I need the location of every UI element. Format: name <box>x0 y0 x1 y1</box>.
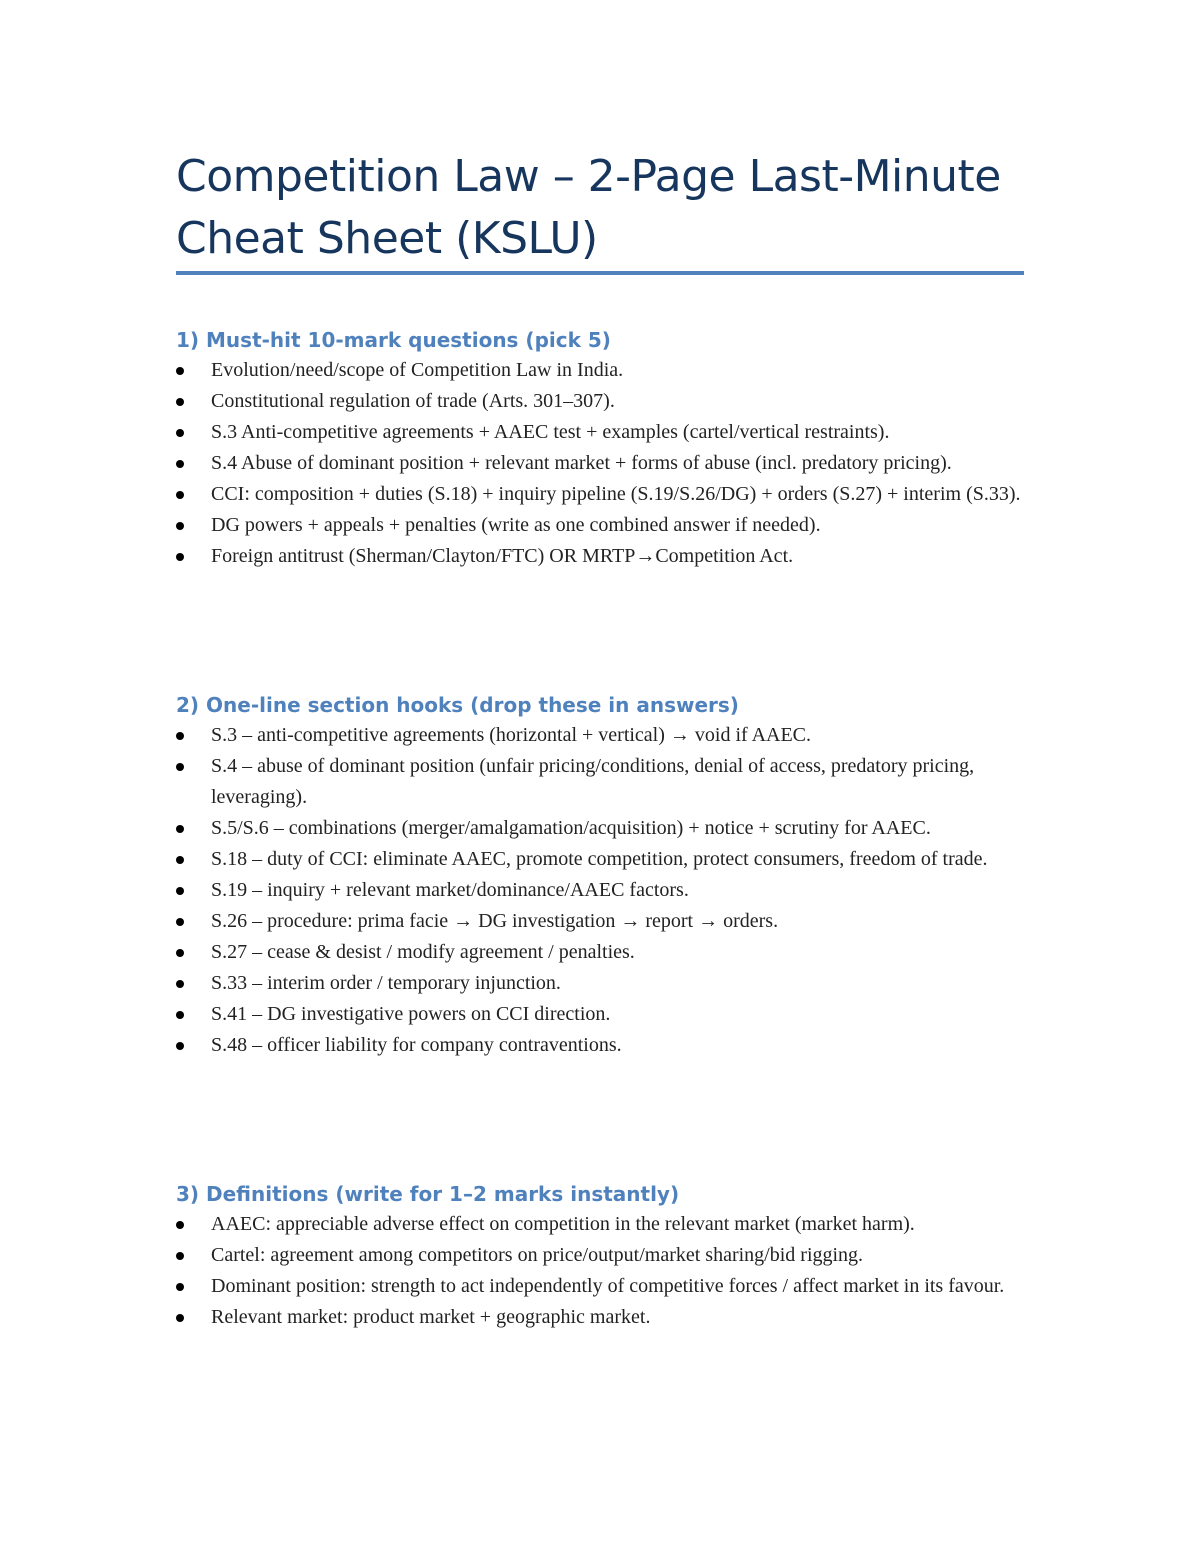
section-heading: 1) Must-hit 10-mark questions (pick 5) <box>176 328 611 352</box>
list-item <box>176 1302 1021 1333</box>
bullet-list <box>176 1209 1036 1333</box>
list-item-text: S.18 – duty of CCI: eliminate AAEC, promote competition, protect consumers, freedom of trade. <box>211 848 988 870</box>
bullet-icon <box>176 763 184 771</box>
list-item <box>176 479 1021 510</box>
list-item-text: AAEC: appreciable adverse effect on competition in the relevant market (market harm). <box>211 1213 915 1235</box>
bullet-icon <box>176 732 184 740</box>
list-item <box>176 1209 1021 1240</box>
bullet-icon <box>176 429 184 437</box>
list-item-text: S.26 – procedure: prima facie → DG investigation → report → orders. <box>211 910 779 932</box>
bullet-icon <box>176 491 184 499</box>
list-item-text: S.19 – inquiry + relevant market/dominance/AAEC factors. <box>211 879 689 901</box>
section-must-hit-questions <box>176 326 1036 572</box>
list-item <box>176 417 1021 448</box>
list-item-text: S.4 – abuse of dominant position (unfair pricing/conditions, denial of access, predatory pricing, leveraging). <box>211 755 975 808</box>
list-item-text: S.5/S.6 – combinations (merger/amalgamation/acquisition) + notice + scrutiny for AAEC. <box>211 817 931 839</box>
list-item-text: Dominant position: strength to act independently of competitive forces / affect market in its favour. <box>211 1275 1005 1297</box>
list-item-text: S.3 – anti-competitive agreements (horizontal + vertical) → void if AAEC. <box>211 724 812 746</box>
list-item-text: S.41 – DG investigative powers on CCI direction. <box>211 1003 611 1025</box>
bullet-icon <box>176 1042 184 1050</box>
bullet-icon <box>176 1011 184 1019</box>
list-item <box>176 968 1021 999</box>
list-item <box>176 720 1021 751</box>
bullet-icon <box>176 522 184 530</box>
list-item-text: S.33 – interim order / temporary injunction. <box>211 972 561 994</box>
bullet-icon <box>176 1314 184 1322</box>
list-item-text: Cartel: agreement among competitors on price/output/market sharing/bid rigging. <box>211 1244 864 1266</box>
list-item-text: S.4 Abuse of dominant position + relevant market + forms of abuse (incl. predatory pricing). <box>211 452 952 474</box>
list-item <box>176 448 1021 479</box>
list-item <box>176 844 1021 875</box>
list-item <box>176 999 1021 1030</box>
list-item <box>176 813 1021 844</box>
document-title: Competition Law – 2-Page Last-Minute Cheat Sheet (KSLU) <box>176 151 1001 264</box>
list-item-text: Evolution/need/scope of Competition Law in India. <box>211 359 624 381</box>
title-underline <box>176 271 1024 275</box>
list-item-text: S.48 – officer liability for company contraventions. <box>211 1034 622 1056</box>
list-item <box>176 937 1021 968</box>
section-definitions <box>176 1180 1036 1333</box>
list-item-text: S.3 Anti-competitive agreements + AAEC test + examples (cartel/vertical restraints). <box>211 421 890 443</box>
list-item-text: Foreign antitrust (Sherman/Clayton/FTC) OR MRTP→Competition Act. <box>211 545 794 567</box>
bullet-icon <box>176 825 184 833</box>
list-item-text: DG powers + appeals + penalties (write as one combined answer if needed). <box>211 514 821 536</box>
bullet-icon <box>176 856 184 864</box>
bullet-icon <box>176 949 184 957</box>
bullet-icon <box>176 460 184 468</box>
list-item-text: S.27 – cease & desist / modify agreement / penalties. <box>211 941 635 963</box>
list-item <box>176 906 1021 937</box>
list-item <box>176 1271 1021 1302</box>
list-item <box>176 1240 1021 1271</box>
bullet-icon <box>176 1221 184 1229</box>
list-item <box>176 751 1021 813</box>
list-item <box>176 355 1021 386</box>
bullet-icon <box>176 398 184 406</box>
list-item-text: Relevant market: product market + geographic market. <box>211 1306 651 1328</box>
bullet-icon <box>176 918 184 926</box>
list-item <box>176 1030 1021 1061</box>
section-heading: 2) One-line section hooks (drop these in answers) <box>176 693 739 717</box>
list-item <box>176 386 1021 417</box>
list-item-text: CCI: composition + duties (S.18) + inquiry pipeline (S.19/S.26/DG) + orders (S.27) + interim (S.33). <box>211 483 1021 505</box>
section-heading: 3) Definitions (write for 1–2 marks instantly) <box>176 1182 680 1206</box>
list-item <box>176 875 1021 906</box>
list-item <box>176 510 1021 541</box>
bullet-list <box>176 720 1036 1061</box>
bullet-icon <box>176 887 184 895</box>
bullet-list <box>176 355 1036 572</box>
bullet-icon <box>176 553 184 561</box>
bullet-icon <box>176 1283 184 1291</box>
list-item <box>176 541 1021 572</box>
bullet-icon <box>176 980 184 988</box>
bullet-icon <box>176 1252 184 1260</box>
list-item-text: Constitutional regulation of trade (Arts. 301–307). <box>211 390 615 412</box>
bullet-icon <box>176 367 184 375</box>
section-section-hooks <box>176 691 1036 1061</box>
